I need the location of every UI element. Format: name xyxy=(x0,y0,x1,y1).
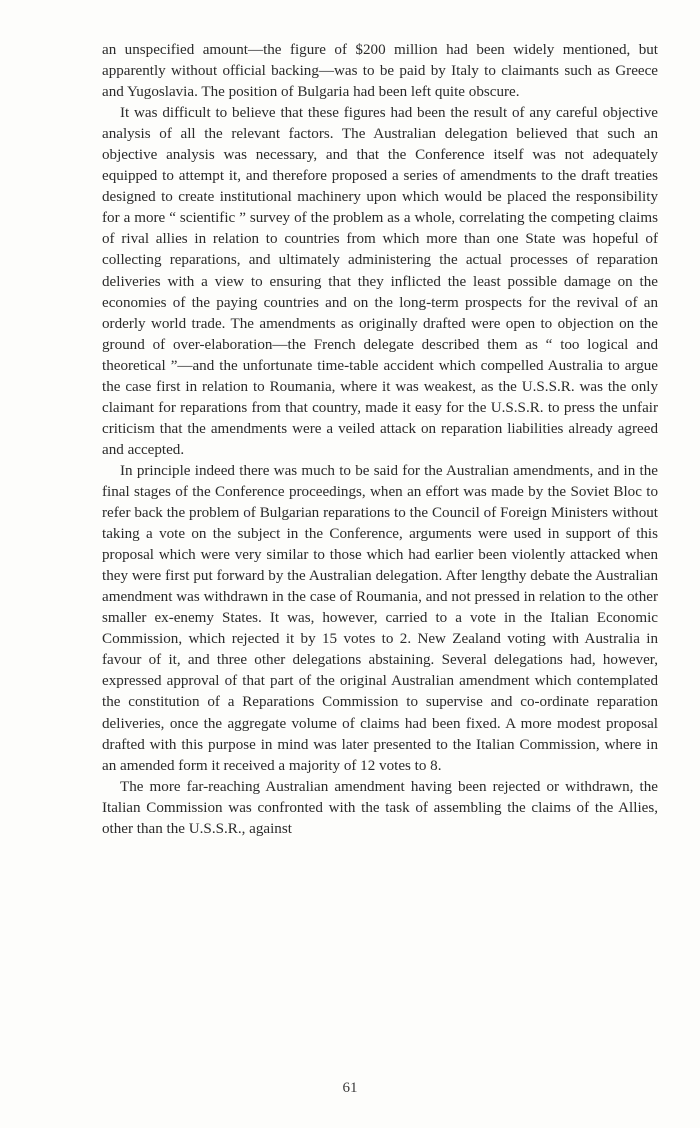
paragraph-objective-analysis: It was difficult to believe that these figures had been the result of any careful objective analysis of all the relevant factors. The Australian delegation believed that such an objective analysis was necessary, and that the Conference itself was not adequately equipped to attempt it, and therefore proposed a series of amendments to the draft treaties designed to create institutional machinery upon which would be placed the responsibility for a more “ scientific ” survey of the problem as a whole, correlating the competing claims of rival allies in relation to countries from which more than one State was hopeful of collecting reparations, and ultimately administering the actual processes of reparation deliveries with a view to ensuring that they inflicted the least possible damage on the economies of the paying countries and on the long-term prospects for the revival of an orderly world trade. The amendments as originally drafted were open to objection on the ground of over-elaboration—the French delegate described them as “ too logical and theoretical ”—and the unfortunate time-table accident which compelled Australia to argue the case first in relation to Roumania, where it was weakest, as the U.S.S.R. was the only claimant for reparations from that country, made it easy for the U.S.S.R. to press the unfair criticism that the amendments were a veiled attack on reparation liabilities already agreed and accepted. xyxy=(102,105,658,458)
paragraph-continuation: an unspecified amount—the figure of $200 million had been widely mentioned, but apparently without official backing—was to be paid by Italy to claimants such as Greece and Yugoslavia. The position of Bulgaria had been left quite obscure. xyxy=(102,42,658,101)
paragraph-principle: In principle indeed there was much to be said for the Australian amendments, and in the final stages of the Conference proceedings, when an effort was made by the Soviet Bloc to refer back the problem of Bulgarian reparations to the Council of Foreign Ministers without taking a vote on the subject in the Conference, arguments were used in support of this proposal which were very similar to those which had earlier been violently attacked when they were first put forward by the Australian delegation. After lengthy debate the Australian amendment was withdrawn in the case of Roumania, and not pressed in relation to the other smaller ex-enemy States. It was, however, carried to a vote in the Italian Economic Commission, which rejected it by 15 votes to 2. New Zealand voting with Australia in favour of it, and three other delegations abstaining. Several delegations had, however, expressed approval of that part of the original Australian amendment which contemplated the constitution of a Reparations Commission to supervise and co-ordinate reparation deliveries, once the aggregate volume of claims had been fixed. A more modest proposal drafted with this purpose in mind was later presented to the Italian Commission, where in an amended form it received a majority of 12 votes to 8. xyxy=(102,462,658,774)
paragraph-far-reaching: The more far-reaching Australian amendment having been rejected or withdrawn, the Italian Commission was confronted with the task of assembling the claims of the Allies, other than the U.S.S.R., against xyxy=(102,778,658,837)
page-number: 61 xyxy=(342,1080,358,1096)
body-text xyxy=(102,40,658,840)
